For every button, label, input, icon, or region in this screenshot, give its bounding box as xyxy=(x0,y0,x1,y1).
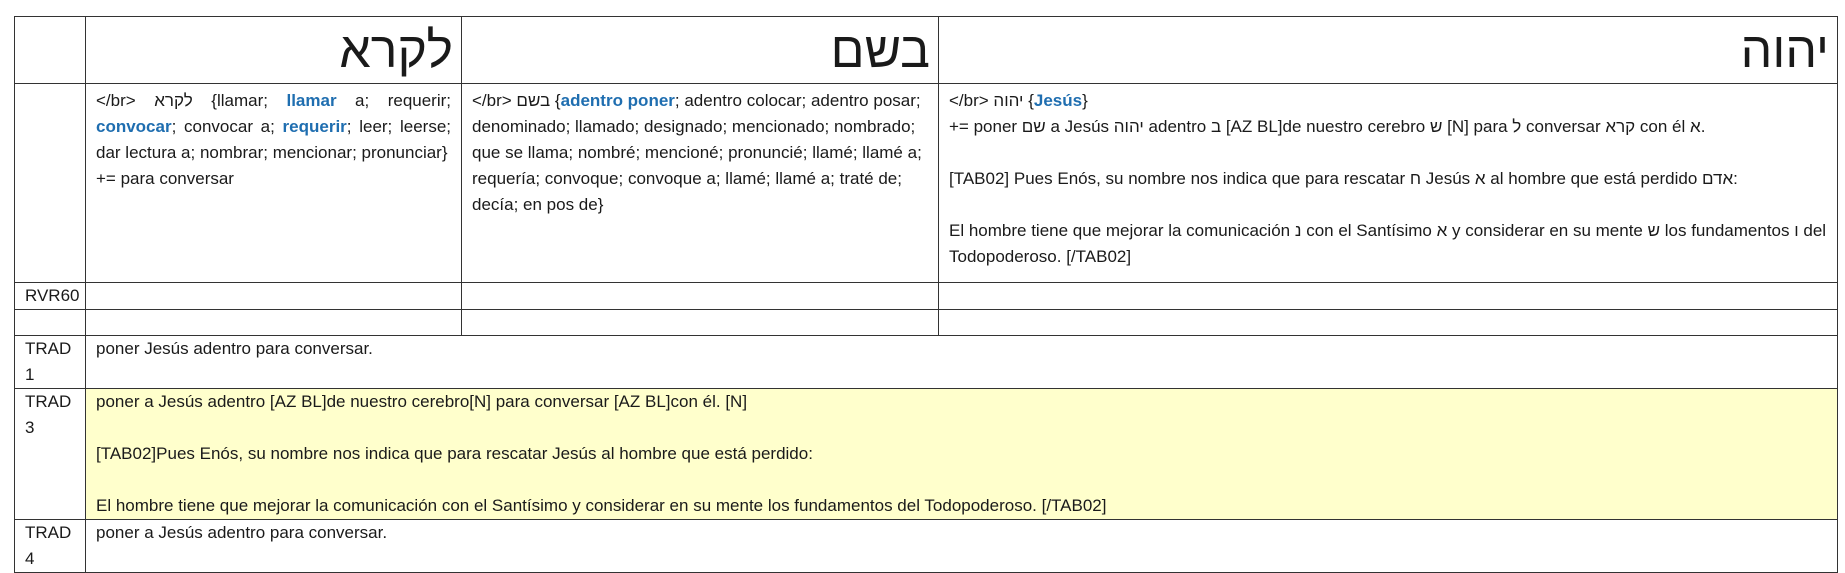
definition-paragraph: </br> לקרא {llamar; llamar a; requerir; convocar; convocar a; requerir; leer; leerse; dar lectura a; nombrar; mencionar; pronunciar} xyxy=(96,91,452,162)
definitions-row xyxy=(15,84,1838,283)
row-label-trad1: TRAD 1 xyxy=(15,336,86,389)
empty-cell[interactable] xyxy=(86,310,462,336)
hebrew-header-beshem: בשם xyxy=(462,17,939,84)
hebrew-header-likro: לקרא xyxy=(86,17,462,84)
rvr60-cell[interactable] xyxy=(86,283,462,310)
definition-cell-likro[interactable] xyxy=(86,84,462,283)
definition-addition: += para conversar xyxy=(96,169,234,188)
highlight-term: llamar xyxy=(286,91,337,110)
rvr60-cell[interactable] xyxy=(462,283,939,310)
trad1-text[interactable]: poner Jesús adentro para conversar. xyxy=(86,336,1838,389)
trad3-paragraph: [TAB02]Pues Enós, su nombre nos indica que para rescatar Jesús al hombre que está perdido: xyxy=(96,444,813,463)
highlight-term: adentro poner xyxy=(560,91,675,110)
definition-addition: += poner שם a Jesús יהוה adentro ב [AZ BL]de nuestro cerebro ש [N] para ל conversar קרא con él א. xyxy=(949,117,1706,136)
commentary-paragraph: [TAB02] Pues Enós, su nombre nos indica que para rescatar ח Jesús א al hombre que está perdido אדם: xyxy=(949,169,1738,188)
commentary-paragraph: El hombre tiene que mejorar la comunicación נ con el Santísimo א y considerar en su mente ש los fundamentos ו del Todopoderoso. [/TAB02] xyxy=(949,221,1827,266)
hebrew-header-yhwh: יהוה xyxy=(939,17,1838,84)
paragraph-gap xyxy=(949,140,1827,166)
trad3-paragraph: El hombre tiene que mejorar la comunicación con el Santísimo y considerar en su mente los fundamentos del Todopoderoso. [/TAB02] xyxy=(96,496,1107,515)
row-label-rvr60: RVR60 xyxy=(15,283,86,310)
paragraph-gap xyxy=(96,415,1837,441)
interlinear-table xyxy=(14,16,1838,573)
empty-cell[interactable] xyxy=(462,310,939,336)
row-label-trad4: TRAD 4 xyxy=(15,520,86,573)
rvr60-row xyxy=(15,283,1838,310)
paragraph-gap xyxy=(949,192,1827,218)
corner-cell xyxy=(15,17,86,84)
header-row xyxy=(15,17,1838,84)
trad3-cell[interactable] xyxy=(86,389,1838,520)
paragraph-gap xyxy=(96,467,1837,493)
highlight-term: Jesús xyxy=(1033,91,1083,110)
empty-cell[interactable] xyxy=(939,310,1838,336)
trad3-paragraph: poner a Jesús adentro [AZ BL]de nuestro cerebro[N] para conversar [AZ BL]con él. [N] xyxy=(96,392,748,411)
trad3-row xyxy=(15,389,1838,520)
definition-paragraph: </br> יהוה {Jesús} xyxy=(949,91,1088,110)
highlight-term: requerir xyxy=(282,117,347,136)
highlight-term: convocar xyxy=(96,117,172,136)
definitions-label-cell xyxy=(15,84,86,283)
row-label-trad3: TRAD 3 xyxy=(15,389,86,520)
definition-cell-yhwh[interactable] xyxy=(939,84,1838,283)
definition-paragraph: </br> בשם {adentro poner; adentro colocar; adentro posar; denominado; llamado; designado; mencionado; nombrado; que se llama; nombré; mencioné; pronuncié; llamé; llamé a; requería; convoque; convoque a; llamé; llamé a; traté de; decía; en pos de} xyxy=(472,91,922,214)
empty-row xyxy=(15,310,1838,336)
rvr60-cell[interactable] xyxy=(939,283,1838,310)
trad1-row xyxy=(15,336,1838,389)
trad4-row xyxy=(15,520,1838,573)
empty-label-cell xyxy=(15,310,86,336)
definition-cell-beshem[interactable] xyxy=(462,84,939,283)
trad4-text[interactable]: poner a Jesús adentro para conversar. xyxy=(86,520,1838,573)
